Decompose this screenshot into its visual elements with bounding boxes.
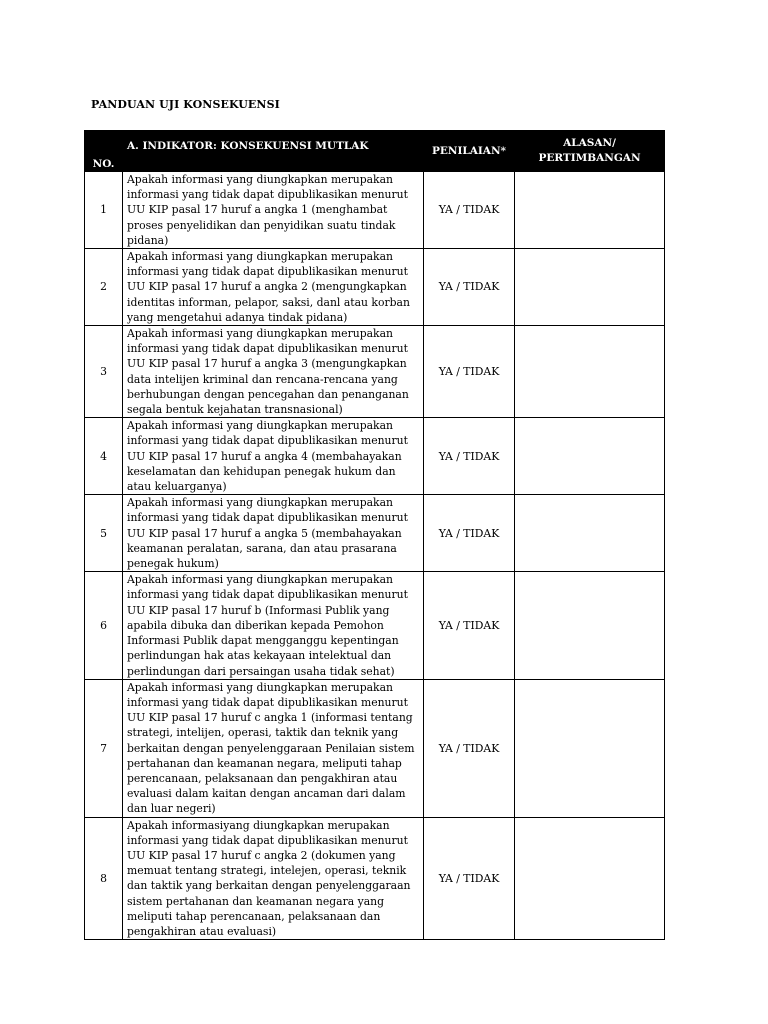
row-number: 4 bbox=[85, 418, 123, 495]
row-alasan-cell[interactable] bbox=[515, 418, 665, 495]
row-alasan-cell[interactable] bbox=[515, 326, 665, 418]
table-header-row bbox=[85, 131, 665, 172]
row-indikator: Apakah informasi yang diungkapkan merupakan informasi yang tidak dapat dipublikasikan menurut UU KIP pasal 17 huruf a angka 2 (mengungkapkan identitas informan, pelapor, saksi, danl atau korban yang mengetahui adanya tindak pidana) bbox=[123, 249, 424, 326]
row-penilaian[interactable]: YA / TIDAK bbox=[424, 572, 515, 679]
row-number: 6 bbox=[85, 572, 123, 679]
row-indikator: Apakah informasi yang diungkapkan merupakan informasi yang tidak dapat dipublikasikan menurut UU KIP pasal 17 huruf a angka 5 (membahayakan keamanan peralatan, sarana, dan atau prasarana penegak hukum) bbox=[123, 495, 424, 572]
table-row bbox=[85, 495, 665, 572]
header-no: NO. bbox=[85, 131, 123, 172]
row-alasan-cell[interactable] bbox=[515, 679, 665, 817]
header-alasan-line2: PERTIMBANGAN bbox=[538, 152, 641, 164]
row-alasan-cell[interactable] bbox=[515, 572, 665, 679]
row-number: 2 bbox=[85, 249, 123, 326]
row-penilaian[interactable]: YA / TIDAK bbox=[424, 326, 515, 418]
table-row bbox=[85, 572, 665, 679]
row-alasan-cell[interactable] bbox=[515, 495, 665, 572]
row-penilaian[interactable]: YA / TIDAK bbox=[424, 249, 515, 326]
row-number: 5 bbox=[85, 495, 123, 572]
table-row bbox=[85, 172, 665, 249]
row-indikator: Apakah informasi yang diungkapkan merupakan informasi yang tidak dapat dipublikasikan menurut UU KIP pasal 17 huruf a angka 4 (membahayakan keselamatan dan kehidupan penegak hukum dan atau keluarganya) bbox=[123, 418, 424, 495]
row-indikator: Apakah informasi yang diungkapkan merupakan informasi yang tidak dapat dipublikasikan menurut UU KIP pasal 17 huruf a angka 1 (menghambat proses penyelidikan dan penyidikan suatu tindak pidana) bbox=[123, 172, 424, 249]
row-number: 8 bbox=[85, 817, 123, 940]
table-row bbox=[85, 249, 665, 326]
row-alasan-cell[interactable] bbox=[515, 817, 665, 940]
row-penilaian[interactable]: YA / TIDAK bbox=[424, 679, 515, 817]
header-penilaian: PENILAIAN* bbox=[424, 131, 515, 172]
consequence-test-table bbox=[84, 130, 665, 940]
table-row bbox=[85, 679, 665, 817]
row-penilaian[interactable]: YA / TIDAK bbox=[424, 495, 515, 572]
row-penilaian[interactable]: YA / TIDAK bbox=[424, 418, 515, 495]
table-row bbox=[85, 817, 665, 940]
row-indikator: Apakah informasi yang diungkapkan merupakan informasi yang tidak dapat dipublikasikan menurut UU KIP pasal 17 huruf c angka 1 (informasi tentang strategi, intelijen, operasi, taktik dan teknik yang berkaitan dengan penyelenggaraan Penilaian sistem pertahanan dan keamanan negara, meliputi tahap perencanaan, pelaksanaan dan pengakhiran atau evaluasi dalam kaitan dengan ancaman dari dalam dan luar negeri) bbox=[123, 679, 424, 817]
header-alasan-line1: ALASAN/ bbox=[563, 137, 616, 149]
header-alasan bbox=[515, 131, 665, 172]
table-row bbox=[85, 418, 665, 495]
row-indikator: Apakah informasi yang diungkapkan merupakan informasi yang tidak dapat dipublikasikan menurut UU KIP pasal 17 huruf a angka 3 (mengungkapkan data intelijen kriminal dan rencana-rencana yang berhubungan dengan pencegahan dan penanganan segala bentuk kejahatan transnasional) bbox=[123, 326, 424, 418]
row-number: 3 bbox=[85, 326, 123, 418]
row-penilaian[interactable]: YA / TIDAK bbox=[424, 817, 515, 940]
row-alasan-cell[interactable] bbox=[515, 172, 665, 249]
row-indikator: Apakah informasi yang diungkapkan merupakan informasi yang tidak dapat dipublikasikan menurut UU KIP pasal 17 huruf b (Informasi Publik yang apabila dibuka dan diberikan kepada Pemohon Informasi Publik dapat mengganggu kepentingan perlindungan hak atas kekayaan intelektual dan perlindungan dari persaingan usaha tidak sehat) bbox=[123, 572, 424, 679]
row-alasan-cell[interactable] bbox=[515, 249, 665, 326]
header-indikator: A. INDIKATOR: KONSEKUENSI MUTLAK bbox=[123, 131, 424, 172]
table-row bbox=[85, 326, 665, 418]
row-number: 1 bbox=[85, 172, 123, 249]
row-number: 7 bbox=[85, 679, 123, 817]
row-penilaian[interactable]: YA / TIDAK bbox=[424, 172, 515, 249]
page-title: PANDUAN UJI KONSEKUENSI bbox=[91, 98, 280, 111]
row-indikator: Apakah informasiyang diungkapkan merupakan informasi yang tidak dapat dipublikasikan menurut UU KIP pasal 17 huruf c angka 2 (dokumen yang memuat tentang strategi, intelejen, operasi, teknik dan taktik yang berkaitan dengan penyelenggaraan sistem pertahanan dan keamanan negara yang meliputi tahap perencanaan, pelaksanaan dan pengakhiran atau evaluasi) bbox=[123, 817, 424, 940]
